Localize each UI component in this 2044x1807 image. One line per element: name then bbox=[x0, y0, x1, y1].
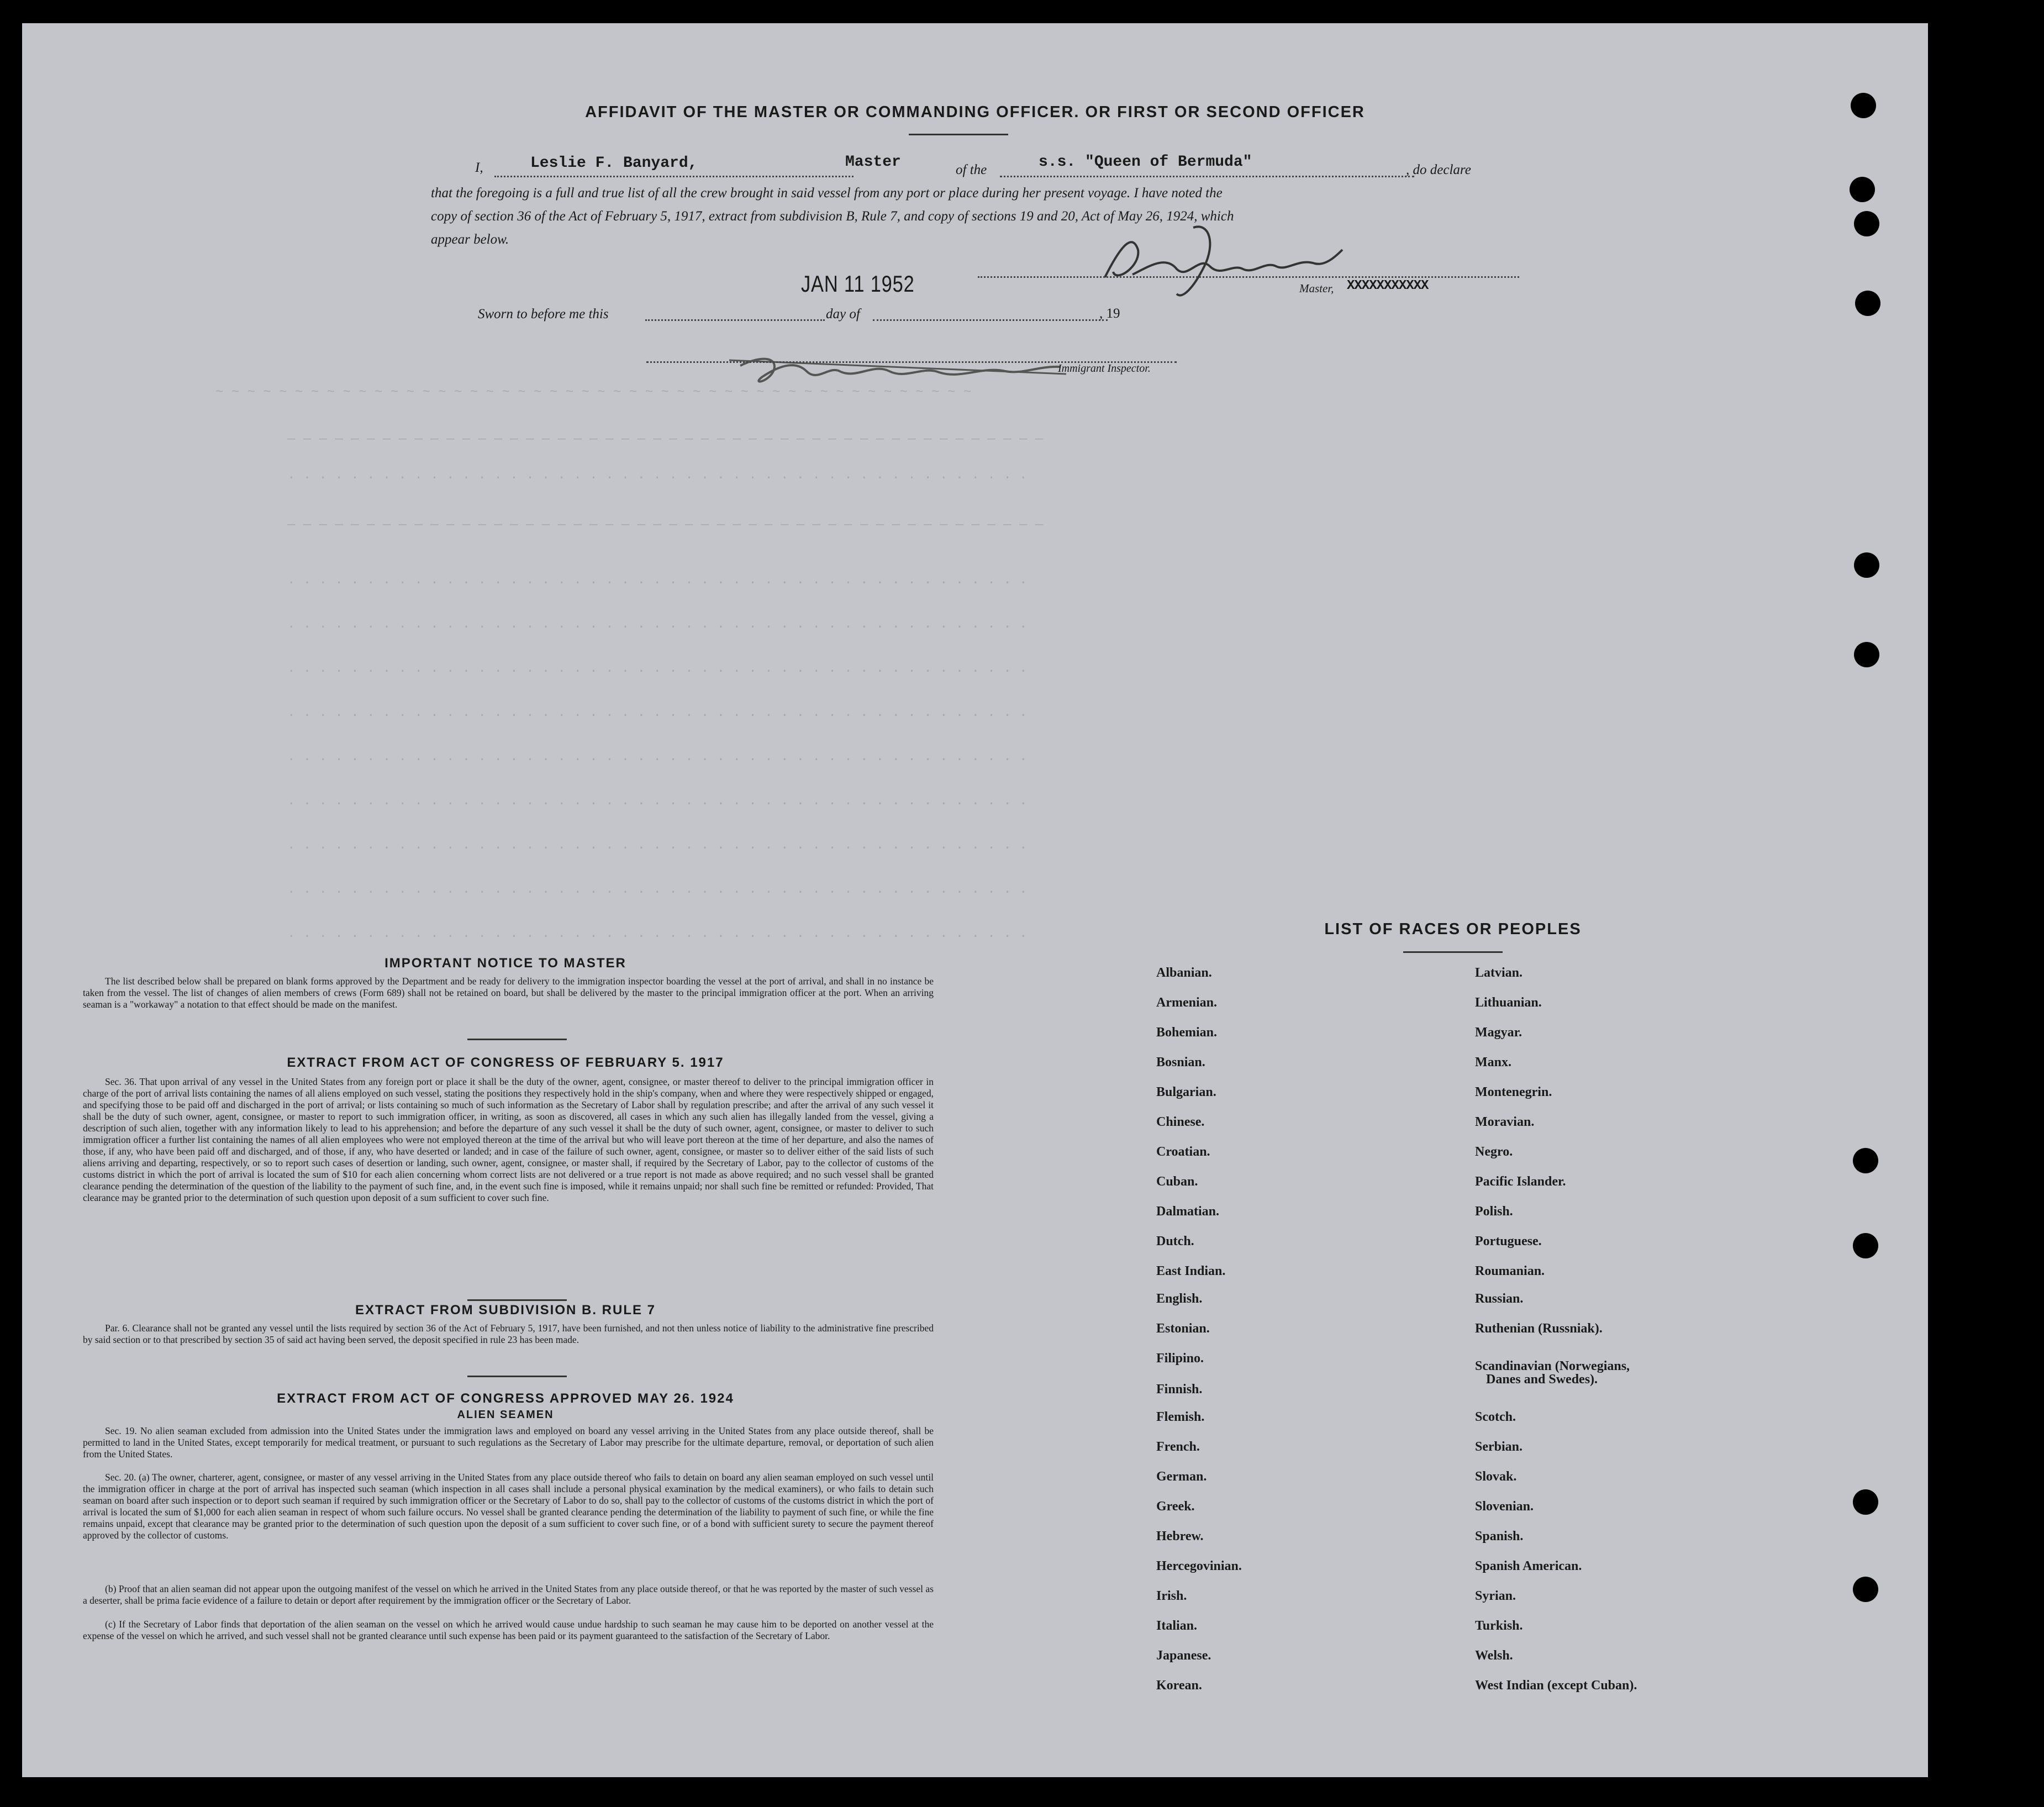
notice-title: IMPORTANT NOTICE TO MASTER bbox=[384, 956, 626, 971]
section-20c-text: (c) If the Secretary of Labor finds that deportation of the alien seaman on the vessel on which he arrived would cause undue hardship to such seaman he may cause him to be deported on another vessel at the expense of the vessel on which he arrived, and such vessel shall not be granted clearance until such expense has been paid or its payment guaranteed to the satisfaction of the Secretary of Labor. bbox=[83, 1619, 934, 1641]
race-item: Hercegovinian. bbox=[1156, 1559, 1242, 1573]
race-item: Syrian. bbox=[1475, 1589, 1516, 1603]
race-item: Armenian. bbox=[1156, 995, 1217, 1010]
race-item: Scandinavian (Norwegians, bbox=[1475, 1359, 1630, 1373]
date-stamp: JAN 11 1952 bbox=[801, 271, 915, 297]
affidavit-line-4: appear below. bbox=[431, 232, 509, 247]
races-divider bbox=[1403, 951, 1503, 953]
affidavit-title: AFFIDAVIT OF THE MASTER OR COMMANDING OFFICER. OR FIRST OR SECOND OFFICER bbox=[585, 103, 1365, 121]
affidavit-line-3: copy of section 36 of the Act of February 5, 1917, extract from subdivision B, Rule 7, and copy of sections 19 and 20, Act of May 26, 1924, which bbox=[431, 209, 1234, 224]
race-item: Spanish. bbox=[1475, 1529, 1524, 1543]
punch-hole bbox=[1854, 642, 1879, 667]
race-item: Italian. bbox=[1156, 1619, 1198, 1633]
race-item: Filipino. bbox=[1156, 1351, 1204, 1366]
vessel-line bbox=[1000, 176, 1414, 177]
race-item: Bohemian. bbox=[1156, 1025, 1218, 1040]
race-item: Chinese. bbox=[1156, 1115, 1205, 1129]
race-item: Lithuanian. bbox=[1475, 995, 1542, 1010]
race-item: Negro. bbox=[1475, 1145, 1513, 1159]
race-item: Welsh. bbox=[1475, 1648, 1513, 1663]
race-item: Turkish. bbox=[1475, 1619, 1523, 1633]
race-item: Bulgarian. bbox=[1156, 1085, 1216, 1099]
sworn-label: Sworn to before me this bbox=[478, 307, 609, 322]
master-rank: Master bbox=[845, 154, 901, 171]
extract-1924-subtitle: ALIEN SEAMEN bbox=[457, 1409, 554, 1421]
race-item: Bosnian. bbox=[1156, 1055, 1205, 1070]
race-item: Moravian. bbox=[1475, 1115, 1535, 1129]
month-line bbox=[873, 319, 1108, 321]
race-item: English. bbox=[1156, 1292, 1203, 1306]
do-declare: , do declare bbox=[1406, 162, 1471, 177]
year-prefix: , 19 bbox=[1099, 306, 1120, 321]
punch-hole bbox=[1853, 1233, 1878, 1258]
punch-hole bbox=[1851, 93, 1876, 118]
race-item: Danes and Swedes). bbox=[1486, 1372, 1598, 1387]
notice-text: The list described below shall be prepared on blank forms approved by the Department and be ready for delivery to the immigration inspector boarding the vessel at the port of arrival, and shall in no instance be taken from the vessel. The list of changes of alien members of crews (Form 689) shall not be retained on board, but shall be delivered by the master to the principal immigration officer at the port. When an arriving seaman is a "workaway" a notation to that effect should be made on the manifest. bbox=[83, 976, 934, 1010]
race-item: Portuguese. bbox=[1475, 1234, 1542, 1248]
inspector-signature bbox=[729, 333, 1072, 393]
race-item: Korean. bbox=[1156, 1678, 1202, 1693]
race-item: Slovak. bbox=[1475, 1469, 1517, 1484]
master-label: Master, bbox=[1299, 282, 1334, 295]
section-20b-text: (b) Proof that an alien seaman did not appear upon the outgoing manifest of the vessel on which he arrived in the United States from any place outside thereof, or that he was reported by the master of such vessel as a deserter, shall be prima facie evidence of a failure to detain or deport after requirement by the immigration officer or the Secretary of Labor. bbox=[83, 1583, 934, 1606]
name-line bbox=[494, 176, 854, 177]
race-item: Latvian. bbox=[1475, 966, 1523, 980]
title-divider bbox=[909, 134, 1008, 135]
affidavit-i: I, bbox=[475, 160, 483, 175]
races-title: LIST OF RACES OR PEOPLES bbox=[1324, 920, 1582, 938]
master-signature bbox=[1083, 211, 1370, 310]
master-name: Leslie F. Banyard, bbox=[530, 155, 698, 172]
punch-hole bbox=[1855, 291, 1880, 316]
race-item: Scotch. bbox=[1475, 1410, 1516, 1424]
punch-hole bbox=[1853, 1489, 1878, 1515]
rule7-divider bbox=[467, 1376, 567, 1377]
race-item: Roumanian. bbox=[1475, 1264, 1545, 1278]
race-item: Ruthenian (Russniak). bbox=[1475, 1321, 1603, 1336]
affidavit-line-2: that the foregoing is a full and true list of all the crew brought in said vessel from any port or place during her present voyage. I have noted the bbox=[431, 186, 1223, 201]
race-item: Finnish. bbox=[1156, 1382, 1203, 1397]
race-item: Croatian. bbox=[1156, 1145, 1210, 1159]
race-item: French. bbox=[1156, 1440, 1200, 1454]
race-item: Cuban. bbox=[1156, 1174, 1198, 1189]
extract-1917-text: Sec. 36. That upon arrival of any vessel in the United States from any foreign port or place it shall be the duty of the owner, agent, consignee, or master thereof to deliver to the principal immigration officer in charge of the port of arrival lists containing the names of all aliens employed on such vessel, stating the positions they respectively hold in the ship's company, when and where they were respectively shipped or engaged, and specifying those to be paid off and discharged in the port of arrival; or lists containing so much of such information as the Secretary of Labor shall by regulation prescribe; and after the arrival of any such vessel it shall be the duty of such owner, agent, consignee, or master to report to such immigration officer, in writing, as soon as discovered, all cases in which any such alien has illegally landed from the vessel, giving a description of such alien, together with any information likely to lead to his apprehension; and before the departure of any such vessel it shall be the duty of such owner, agent, consignee, or master to deliver to such immigration officer a further list containing the names of all alien employees who were not employed thereon at the time of the arrival but who will leave port thereon at the time of her departure, and also the names of those, if any, who have been paid off and discharged, and of those, if any, who have deserted or landed; and in case of the failure of such owner, agent, consignee, or master so to deliver either of the said lists of such aliens arriving and departing, respectively, or so to report such cases of desertion or landing, such owner, agent, consignee, or master shall, if required by the Secretary of Labor, pay to the collector of customs of the customs district in which the port of arrival is located the sum of $10 for each alien concerning whom correct lists are not delivered or a true report is not made as above required; and no such vessel shall be granted clearance pending the determination of the question of the liability to the payment of such fine, and, in the event such fine is imposed, while it remains unpaid; nor shall such fine be remitted or refunded: Provided, That clearance may be granted prior to the determination of such question upon deposit of a sum sufficient to cover such fine. bbox=[83, 1076, 934, 1203]
punch-hole bbox=[1854, 552, 1879, 578]
race-item: Russian. bbox=[1475, 1292, 1524, 1306]
race-item: Albanian. bbox=[1156, 966, 1212, 980]
struck-out-titles: XXXXXXXXXXX bbox=[1347, 278, 1429, 293]
race-item: East Indian. bbox=[1156, 1264, 1226, 1278]
race-item: Serbian. bbox=[1475, 1440, 1523, 1454]
day-of-label: day of bbox=[826, 307, 860, 322]
rule7-text: Par. 6. Clearance shall not be granted any vessel until the lists required by section 36 of the Act of February 5, 1917, have been furnished, and not then unless notice of liability to the administrative fine prescribed by said section or to that prescribed by section 35 of said act having been served, the deposit specified in rule 23 has been made. bbox=[83, 1323, 934, 1345]
document-sheet: ~ ~ ~ ~ ~ ~ ~ ~ ~ ~ ~ ~ ~ ~ ~ ~ ~ ~ ~ ~ ~ ~ ~ ~ ~ ~ ~ ~ ~ ~ ~ ~ ~ ~ ~ ~ ~ ~ ~ ~ ~ ~ ~ ~ ~ ~ ~ ~ — — — — — — — — — — — — — — — — — — — — — — — — — — — — — — — — — — — — — — — — — — — — — — — — · · · · · · · · · · · · · · · · · · · · · · · · · · · · · · · · · · · · · · · · · · · · · · · — — — — — — — — — — — — — — — — — — — — — — — — — — — — — — — — — — — — — — — — — — — — — — — — · · · · · · · · · · · · · · · · · · · · · · · · · · · · · · · · · · · · · · · · · · · · · · · · · · · · · · · · · · · · · · · · · · · · · · · · · · · · · · · · · · · · · · · · · · · · · · · · · · · · · · · · · · · · · · · · · · · · · · · · · · · · · · · · · · · · · · · · · · · · · · · · · · · · · · · · · · · · · · · · · · · · · · · · · · · · · · · · · · · · · · · · · · · · · · · · · · · · · · · · · · · · · · · · · · · · · · · · · · · · · · · · · · · · · · · · · · · · · · · · · · · · · · · · · · · · · · · · · · · · · · · · · · · · · · · · · · · · · · · · · · · · · · · · · · · · · · · · · · · · · · · · · · · · · · · · · · · · · · · · · · · · · · · · · · · · · · · · · · · · · · · · · · · · · · · · · · · · · · · · · · · · · · · · · · · · · · · · · · · · · · · · · · · · · · · · · · · · · · · · · · · · · · · · · · · · · · · · · · · · · · · AFFIDAVIT OF THE MASTER OR COMMANDING OFFICER. OR FIRST OR SECOND OFFICER I, Leslie F. Banyard, Master of the s.s. "Queen of Bermuda" , do declare that the foregoing is a full and true list of all the crew brought in said vessel from any port or place during her present voyage. I have noted the copy of section 36 of the Act of February 5, 1917, extract from subdivision B, Rule 7, and copy of sections 19 and 20, Act of May 26, 1924, which appear below. JAN 11 1952 Master, XXXXXXXXXXX Sworn to before me this day of , 19 Immigrant Inspector. IMPORTANT NOTICE TO MASTER The list described below shall be prepared on blank forms approved by the Department and be ready for delivery to the immigration inspector boarding the vessel at the port of arrival, and shall in no instance be taken from the vessel. The list of changes of alien members of crews (Form 689) shall not be retained on board, but shall be delivered by the master to the principal immigration officer at the port. When an arriving seaman is a "workaway" a notation to that effect should be made on the manifest. EXTRACT FROM ACT OF CONGRESS OF FEBRUARY 5. 1917 Sec. 36. That upon arrival of any vessel in the United States from any foreign port or place it shall be the duty of the owner, agent, consignee, or master thereof to deliver to the principal immigration officer in charge of the port of arrival lists containing the names of all aliens employed on such vessel, stating the positions they respectively hold in the ship's company, when and where they were respectively shipped or engaged, and specifying those to be paid off and discharged in the port of arrival; or lists containing so much of such information as the Secretary of Labor shall by regulation prescribe; and after the arrival of any such vessel it shall be the duty of such owner, agent, consignee, or master to report to such immigration officer, in writing, as soon as discovered, all cases in which any such alien has illegally landed from the vessel, giving a description of such alien, together with any information likely to lead to his apprehension; and before the departure of any such vessel it shall be the duty of such owner, agent, consignee, or master to deliver to such immigration officer a further list containing the names of all alien employees who were not employed thereon at the time of the arrival but who will leave port thereon at the time of her departure, and also the names of those, if any, who have been paid off and discharged, and of those, if any, who have deserted or landed; and in case of the failure of such owner, agent, consignee, or master so to deliver either of the said lists of such aliens arriving and departing, respectively, or so to report such cases of desertion or landing, such owner, agent, consignee, or master shall, if required by the Secretary of Labor, pay to the collector of customs of the customs district in which the port of arrival is located the sum of $10 for each alien concerning whom correct lists are not delivered or a true report is not made as above required; and no such vessel shall be granted clearance pending the determination of the question of the liability to the payment of such fine, and, in the event such fine is imposed, while it remains unpaid; nor shall such fine be remitted or refunded: Provided, That clearance may be granted prior to the determination of such question upon deposit of a sum sufficient to cover such fine. EXTRACT FROM SUBDIVISION B. RULE 7 Par. 6. Clearance shall not be granted any vessel until the lists required by section 36 of the Act of February 5, 1917, have been furnished, and not then unless notice of liability to the administrative fine prescribed by said section or to that prescribed by section 35 of said act having been served, the deposit specified in rule 23 has been made. EXTRACT FROM ACT OF CONGRESS APPROVED MAY 26. 1924 ALIEN SEAMEN Sec. 19. No alien seaman excluded from admission into the United States under the immigration laws and employed on board any vessel arriving in the United States from any place outside thereof, shall be permitted to land in the United States, except temporarily for medical treatment, or pursuant to such regulations as the Secretary of Labor may prescribe for the ultimate departure, removal, or deportation of such alien from the United States. Sec. 20. (a) The owner, charterer, agent, consignee, or master of any vessel arriving in the United States from any place outside thereof who fails to detain on board any alien seaman employed on such vessel until the immigration officer in charge at the port of arrival has inspected such seaman (which inspection in all cases shall include a personal physical examination by the medical examiners), or who fails to detain such seaman on board after such inspection or to deport such seaman if required by such immigration officer or the Secretary of Labor to do so, shall pay to the collector of customs of the customs district in which the port of arrival is located the sum of $1,000 for each alien seaman in respect of whom such failure occurs. No vessel shall be granted clearance pending the determination of the liability to payment of such fine, or while the fine remains unpaid, except that clearance may be granted prior to the determination of such question upon the deposit of a sum sufficient to cover such fine, or of a bond with sufficient surety to secure the payment thereof approved by the collector of customs. (b) Proof that an alien seaman did not appear upon the outgoing manifest of the vessel on which he arrived in the United States from any place outside thereof, or that he was reported by the master of such vessel as a deserter, shall be prima facie evidence of a failure to detain or deport after requirement by the immigration officer or the Secretary of Labor. (c) If the Secretary of Labor finds that deportation of the alien seaman on the vessel on which he arrived would cause undue hardship to such seaman he may cause him to be deported on another vessel at the expense of the vessel on which he arrived, and such vessel shall not be granted clearance until such expense has been paid or its payment guaranteed to the satisfaction of the Secretary of Labor. LIST OF RACES OR PEOPLES Albanian. Armenian. Bohemian. Bosnian. Bulgarian. Chinese. Croatian. Cuban. Dalmatian. Dutch. East Indian. English. Estonian. Filipino. Finnish. Flemish. French. German. Greek. Hebrew. Hercegovinian. Irish. Italian. Japanese. Korean. Latvian. Lithuanian. Magyar. Manx. Montenegrin. Moravian. Negro. Pacific Islander. Polish. Portuguese. Roumanian. Russian. Ruthenian (Russniak). Scandinavian (Norwegians, Danes and Swedes). Scotch. Serbian. Slovak. Slovenian. Spanish. Spanish American. Syrian. Turkish. Welsh. West Indian (except Cuban). bbox=[22, 23, 1928, 1777]
race-item: Dutch. bbox=[1156, 1234, 1194, 1248]
extract-1917-title: EXTRACT FROM ACT OF CONGRESS OF FEBRUARY 5. 1917 bbox=[287, 1055, 724, 1070]
race-item: Manx. bbox=[1475, 1055, 1511, 1070]
race-item: Hebrew. bbox=[1156, 1529, 1204, 1543]
section-19-text: Sec. 19. No alien seaman excluded from admission into the United States under the immigration laws and employed on board any vessel arriving in the United States from any place outside thereof, shall be permitted to land in the United States, except temporarily for medical treatment, or pursuant to such regulations as the Secretary of Labor may prescribe for the ultimate departure, removal, or deportation of such alien from the United States. bbox=[83, 1425, 934, 1460]
race-item: Polish. bbox=[1475, 1204, 1513, 1219]
sworn-day-line bbox=[645, 319, 825, 321]
of-the-label: of the bbox=[956, 162, 987, 177]
extract-1924-title: EXTRACT FROM ACT OF CONGRESS APPROVED MAY 26. 1924 bbox=[277, 1391, 734, 1406]
extract-1917-divider bbox=[467, 1299, 567, 1301]
punch-hole bbox=[1853, 1148, 1878, 1173]
rule7-title: EXTRACT FROM SUBDIVISION B. RULE 7 bbox=[355, 1303, 656, 1318]
race-item: German. bbox=[1156, 1469, 1207, 1484]
race-item: Flemish. bbox=[1156, 1410, 1205, 1424]
race-item: Montenegrin. bbox=[1475, 1085, 1552, 1099]
punch-hole bbox=[1854, 211, 1879, 236]
race-item: Greek. bbox=[1156, 1499, 1195, 1514]
race-item: Dalmatian. bbox=[1156, 1204, 1219, 1219]
race-item: West Indian (except Cuban). bbox=[1475, 1678, 1637, 1693]
punch-hole bbox=[1850, 177, 1875, 202]
race-item: Irish. bbox=[1156, 1589, 1187, 1603]
punch-hole bbox=[1853, 1577, 1878, 1602]
vessel-name: s.s. "Queen of Bermuda" bbox=[1039, 154, 1252, 171]
section-20a-text: Sec. 20. (a) The owner, charterer, agent, consignee, or master of any vessel arriving in the United States from any place outside thereof who fails to detain on board any alien seaman employed on such vessel until the immigration officer in charge at the port of arrival has inspected such seaman (which inspection in all cases shall include a personal physical examination by the medical examiners), or who fails to detain such seaman on board after such inspection or to deport such seaman if required by such immigration officer or the Secretary of Labor to do so, shall pay to the collector of customs of the customs district in which the port of arrival is located the sum of $1,000 for each alien seaman in respect of whom such failure occurs. No vessel shall be granted clearance pending the determination of the liability to payment of such fine, or while the fine remains unpaid, except that clearance may be granted prior to the determination of such question upon the deposit of a sum sufficient to cover such fine, or of a bond with sufficient surety to secure the payment thereof approved by the collector of customs. bbox=[83, 1472, 934, 1541]
race-item: Spanish American. bbox=[1475, 1559, 1582, 1573]
race-item: Pacific Islander. bbox=[1475, 1174, 1566, 1189]
race-item: Japanese. bbox=[1156, 1648, 1211, 1663]
race-item: Slovenian. bbox=[1475, 1499, 1534, 1514]
race-item: Magyar. bbox=[1475, 1025, 1523, 1040]
notice-divider bbox=[467, 1039, 567, 1040]
signature-line bbox=[978, 276, 1519, 278]
race-item: Estonian. bbox=[1156, 1321, 1210, 1336]
inspector-label: Immigrant Inspector. bbox=[1058, 362, 1151, 375]
